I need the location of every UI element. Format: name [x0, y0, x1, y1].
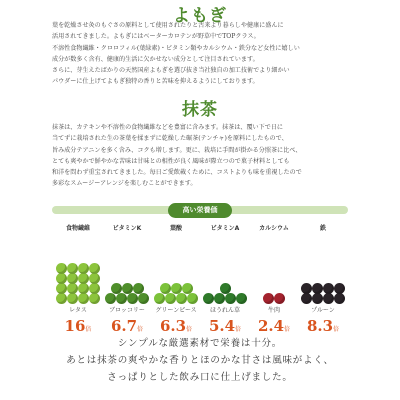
- food-piece: [116, 293, 127, 304]
- food-piece: [334, 283, 345, 294]
- food-piece: [56, 293, 67, 304]
- multiplier: 8.3倍: [306, 317, 340, 335]
- food-piece: [67, 273, 78, 284]
- matcha-title: 抹茶: [182, 100, 218, 120]
- lettuce-icon: [52, 234, 104, 306]
- nutrition-column-vitamin-a: [199, 224, 251, 335]
- food-piece: [165, 293, 176, 304]
- yomogi-title: よもぎ: [173, 6, 227, 26]
- food-piece: [122, 283, 133, 294]
- nutrient-label: ビタミンA: [210, 225, 240, 232]
- food-piece: [138, 293, 149, 304]
- food-label: グリーンピース: [155, 307, 197, 314]
- yomogi-line: 活用されてきました。よもぎにはベーターカロテンが野草中でTOPクラス。: [52, 33, 260, 41]
- matcha-description: [52, 122, 352, 190]
- food-piece: [56, 283, 67, 294]
- yomogi-description: [52, 20, 352, 88]
- nutrient-label: 鉄: [319, 225, 326, 232]
- matcha-line: とても爽やかで鮮やかな苦味は甘味との相性が良く風味が際立つので菓子材料としても: [52, 157, 290, 165]
- food-piece: [187, 293, 198, 304]
- nutrition-column-folate: [150, 224, 202, 335]
- food-piece: [89, 273, 100, 284]
- nutrient-label: 葉酸: [169, 225, 182, 232]
- yomogi-line: 葉を乾燥させ灸のもぐさの原料として使用されたりと古来より暮らしや健康に盛んに: [52, 22, 284, 29]
- food-piece: [67, 263, 78, 274]
- food-piece: [160, 283, 171, 294]
- food-piece: [263, 293, 274, 304]
- closing-line: シンプルな厳選素材で栄養は十分。: [117, 338, 283, 349]
- nutrition-column-fiber: [52, 224, 104, 335]
- matcha-line: 旨み成分テアニンを多く含み、コクも増します。更に、栽培に手間が掛かる分照茶に比べ、: [52, 146, 302, 154]
- nutrition-badge: 高い栄養価: [168, 203, 232, 218]
- closing-line: さっぱりとした飲み口に仕上げました。: [107, 372, 293, 383]
- food-piece: [203, 293, 214, 304]
- food-piece: [78, 273, 89, 284]
- food-piece: [78, 293, 89, 304]
- green-peas-icon: [150, 234, 202, 306]
- spinach-icon: [199, 234, 251, 306]
- food-piece: [182, 283, 193, 294]
- food-piece: [236, 293, 247, 304]
- yomogi-line: パウダーに仕上げてよもぎ独特の香りと苦味を抑えるようにしております。: [52, 78, 259, 86]
- nutrient-label: 食物繊維: [65, 225, 90, 232]
- food-piece: [312, 283, 323, 294]
- food-label: レタス: [69, 307, 87, 314]
- food-piece: [274, 293, 285, 304]
- food-label: プルーン: [311, 307, 335, 314]
- matcha-line: 和洋を問わず重宝されてきました。毎日ご愛飲載くために、コストよりも味を重視したので: [52, 169, 302, 177]
- prune-icon: [297, 234, 349, 306]
- food-piece: [301, 293, 312, 304]
- food-piece: [312, 293, 323, 304]
- nutrition-column-iron: [297, 224, 349, 335]
- food-piece: [133, 283, 144, 294]
- nutrient-label: カルシウム: [259, 225, 289, 232]
- food-piece: [67, 293, 78, 304]
- food-piece: [334, 293, 345, 304]
- multiplier: 6.7倍: [110, 317, 144, 335]
- food-piece: [127, 293, 138, 304]
- multiplier: 16倍: [64, 317, 92, 335]
- food-piece: [56, 273, 67, 284]
- food-label: ほうれん草: [209, 307, 240, 314]
- yomogi-line: 不溶性食物繊維・クロロフィル(葉緑素)・ビタミン類やカルシウム・鉄分など女性に嬉しい: [52, 44, 300, 52]
- food-piece: [176, 293, 187, 304]
- food-piece: [111, 283, 122, 294]
- multiplier: 5.4倍: [208, 317, 242, 335]
- matcha-line: 多彩なスムージーアレンジを楽しむことができます。: [52, 180, 197, 188]
- nutrition-column-calcium: [248, 224, 300, 335]
- multiplier: 6.3倍: [159, 317, 193, 335]
- food-piece: [105, 293, 116, 304]
- yomogi-line: さらに、芽生えたばかりの天然国産よもぎを選び抜き当社独自の加工技術でより細かい: [52, 67, 290, 75]
- matcha-line: 抹茶は、カテキンや不溶性の食物繊維などを豊富に含みます。抹茶は、覆い下で日に: [52, 124, 284, 131]
- food-label: 牛肉: [267, 307, 280, 314]
- food-piece: [323, 283, 334, 294]
- nutrition-column-vitamin-k: [101, 224, 153, 335]
- food-piece: [171, 283, 182, 294]
- food-piece: [89, 293, 100, 304]
- nutrient-label: ビタミンK: [112, 225, 142, 232]
- food-piece: [154, 293, 165, 304]
- food-piece: [89, 283, 100, 294]
- food-piece: [220, 283, 231, 294]
- closing-line: あとは抹茶の爽やかな香りとほのかな甘さは風味がよく、: [66, 355, 334, 366]
- yomogi-line: 成分が数多く含有、健康的生活に欠かせない成分として注目されています。: [52, 55, 259, 63]
- food-piece: [78, 263, 89, 274]
- food-piece: [214, 293, 225, 304]
- food-label: ブロッコリー: [109, 307, 145, 314]
- food-piece: [56, 263, 67, 274]
- broccoli-icon: [101, 234, 153, 306]
- food-piece: [323, 293, 334, 304]
- beef-icon: [248, 234, 300, 306]
- food-piece: [67, 283, 78, 294]
- multiplier: 2.4倍: [257, 317, 291, 335]
- food-piece: [89, 263, 100, 274]
- food-piece: [301, 283, 312, 294]
- food-piece: [225, 293, 236, 304]
- food-piece: [78, 283, 89, 294]
- matcha-line: 当てずに栽培された生の茶葉を揉まずに乾燥した碾茶(テンチャ)を原料にしたもので、: [52, 135, 288, 143]
